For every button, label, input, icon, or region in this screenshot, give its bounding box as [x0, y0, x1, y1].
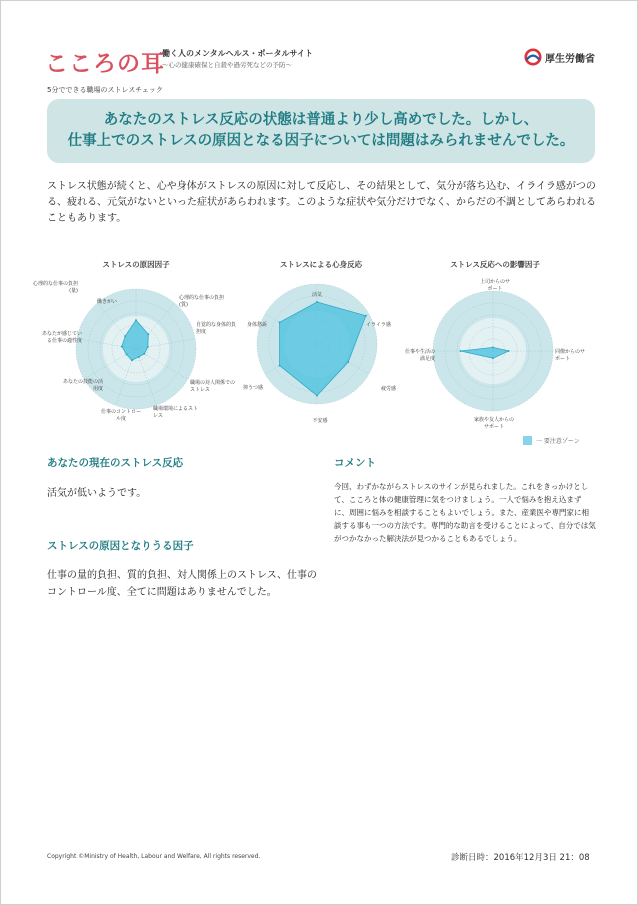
comment-title: コメント — [334, 457, 376, 469]
ministry-logo[interactable] — [524, 48, 595, 66]
radar-category-label: イライラ感 — [366, 322, 391, 328]
radar-chart-influence-factors — [395, 259, 595, 429]
banner-line-1: あなたのストレス反応の状態は普通より少し高めでした。しかし、 — [103, 112, 539, 128]
radar-category-label: あなたの技能の活用度 — [63, 379, 104, 392]
site-tagline: 働く人のメンタルヘルス・ポータルサイト — [162, 49, 313, 58]
diagnosis-date: 診断日時：2016年12月3日 21：08 — [451, 853, 590, 863]
page-subtitle: 5分でできる職場のストレスチェック — [47, 86, 163, 94]
current-reaction-title: あなたの現在のストレス反応 — [47, 457, 184, 469]
radar-category-label: 家族や友人からのサポート — [473, 417, 514, 430]
radar-category-label: 疲労感 — [381, 386, 397, 392]
banner-line-2: 仕事上でのストレスの原因となる因子については問題はみられませんでした。 — [67, 133, 575, 149]
data-point — [143, 353, 145, 355]
result-banner — [47, 99, 595, 163]
causes-title: ストレスの原因となりうる因子 — [47, 540, 194, 552]
data-point — [124, 335, 126, 337]
radar-category-label: 職場の対人関係でのストレス — [190, 380, 236, 393]
data-point — [147, 333, 149, 335]
radar-category-label: 上司からのサポート — [480, 279, 511, 292]
data-point — [492, 357, 494, 359]
radar-category-label: 活気 — [311, 292, 322, 298]
site-tagline-sub: 〜心の健康確保と自殺や過労死などの予防〜 — [162, 61, 292, 69]
ministry-name: 厚生労働省 — [545, 53, 595, 65]
causes-body: 仕事の量的負担、質的負担、対人関係上のストレス、仕事のコントロール度、全てに問題はありませんでした。 — [47, 570, 317, 598]
legend-swatch — [523, 436, 532, 445]
data-point — [365, 315, 367, 317]
radar-category-label: 職場環境によるストレス — [153, 406, 199, 419]
data-point — [460, 350, 462, 352]
site-logo[interactable]: こころの耳 — [45, 50, 165, 77]
data-point — [492, 346, 494, 348]
chart-title: ストレスの原因因子 — [102, 260, 170, 269]
radar-chart-stress-causes — [32, 259, 237, 429]
radar-category-label: 自覚的な身体的負担度 — [196, 322, 237, 335]
radar-category-label: あなたが感じている仕事の適性度 — [42, 331, 83, 344]
radar-category-label: 心理的な仕事の負担(質) — [179, 295, 225, 308]
data-point — [316, 395, 318, 397]
data-point — [279, 321, 281, 323]
chart-title: ストレス反応への影響因子 — [450, 260, 540, 269]
radar-svg — [221, 259, 421, 429]
radar-category-label: 仕事のコントロール度 — [100, 409, 141, 422]
data-point — [126, 353, 128, 355]
data-point — [347, 361, 349, 363]
radar-category-label: 心理的な仕事の負担(量) — [32, 281, 78, 294]
radar-chart-stress-reactions — [221, 259, 421, 429]
chart-title: ストレスによる心身反応 — [279, 260, 363, 269]
data-point — [135, 319, 137, 321]
legend-label: 一 要注意ゾーン — [536, 438, 580, 445]
data-point — [316, 301, 318, 303]
chart-legend — [523, 436, 580, 445]
radar-category-label: 仕事や生活の満足度 — [405, 349, 436, 362]
radar-category-label: 不安感 — [312, 418, 328, 424]
data-point — [121, 345, 123, 347]
data-point — [131, 359, 133, 361]
ministry-emblem-icon — [524, 48, 542, 66]
comment-body: 今回、わずかながらストレスのサインが見られました。これをきっかけとして、こころと体の健康管理に気をつけましょう。一人で悩みを抱え込まずに、周囲に悩みを相談することもよいでしょう。また、産業医や専門家に相談する事も一つの方法です。専門的な助言を受けることによって、自分では気がつかなかった解決法が見つかることもあるでしょう。 — [334, 482, 596, 543]
copyright: Copyright ©Ministry of Health, Labour and Welfare, All rights reserved. — [47, 853, 261, 860]
data-point — [279, 365, 281, 367]
data-point — [508, 350, 510, 352]
intro-text: ストレス状態が続くと、心や身体がストレスの原因に対して反応し、その結果として、気分が落ち込む、イライラ感がつのる、疲れる、元気がないといった症状があらわれます。このような症状や気分だけでなく、からだの不調としてあらわれることもあります。 — [47, 181, 596, 224]
data-point — [147, 346, 149, 348]
data-point — [138, 356, 140, 358]
radar-category-label: 身体愁訴 — [246, 322, 267, 328]
current-reaction-body: 活気が低いようです。 — [47, 488, 147, 499]
radar-category-label: 同僚からのサポート — [555, 349, 586, 362]
radar-category-label: 働きがい — [96, 299, 117, 305]
radar-category-label: 抑うつ感 — [242, 385, 263, 391]
